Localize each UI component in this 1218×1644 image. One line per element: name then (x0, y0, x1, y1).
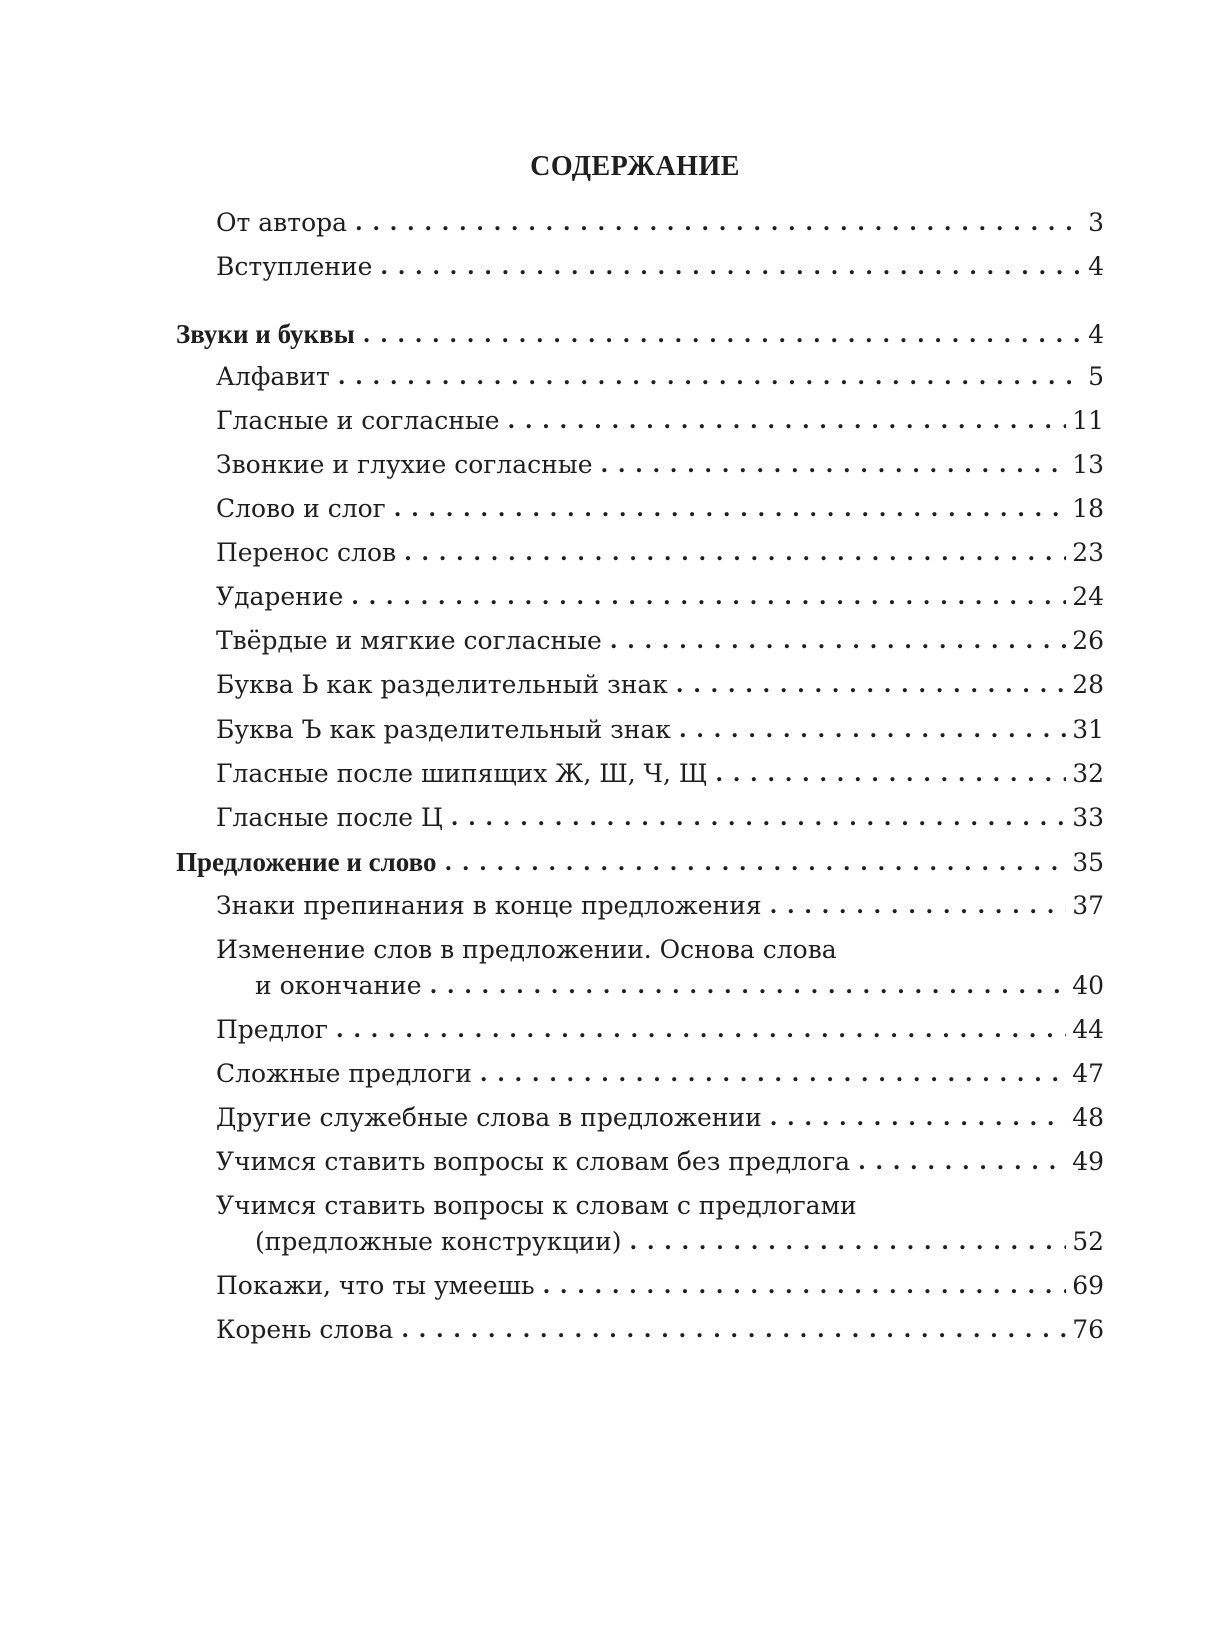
toc-page-number: 13 (1072, 450, 1104, 479)
toc-entry[interactable] (216, 1102, 1104, 1134)
toc-page-number: 32 (1072, 759, 1104, 788)
toc-entry-label: Слово и слог (216, 494, 386, 523)
toc-section-label: Звуки и буквы (176, 319, 355, 349)
toc-page-number: 5 (1088, 362, 1104, 391)
toc-page-number: 48 (1072, 1103, 1104, 1132)
toc-section[interactable] (176, 318, 1104, 351)
dot-leader (445, 847, 1067, 879)
toc-page-number: 11 (1072, 406, 1104, 435)
toc-entry-label: Буква Ь как разделительный знак (216, 670, 668, 699)
dot-leader (336, 1014, 1066, 1046)
toc-entry[interactable] (216, 714, 1104, 746)
dot-leader (404, 537, 1066, 569)
toc-entry[interactable] (216, 625, 1104, 657)
toc-entry-label: Буква Ъ как разделительный знак (216, 715, 671, 744)
toc-entry-label: Гласные после шипящих Ж, Ш, Ч, Щ (216, 759, 708, 788)
toc-page-number: 40 (1072, 971, 1104, 1000)
toc-entry-label: Твёрдые и мягкие согласные (216, 626, 602, 655)
dot-leader (858, 1146, 1066, 1178)
toc-entry[interactable] (255, 970, 1104, 1002)
dot-leader (715, 758, 1066, 790)
toc-entry[interactable] (216, 1058, 1104, 1090)
dot-leader (430, 970, 1067, 1002)
toc-page-number: 35 (1072, 848, 1104, 877)
toc-entry-label: Другие служебные слова в предложении (216, 1103, 762, 1132)
dot-leader (508, 405, 1067, 437)
toc-page-number: 31 (1072, 715, 1104, 744)
toc-entry-label: Ударение (216, 582, 344, 611)
toc-entry-label: Корень слова (216, 1315, 394, 1344)
dot-leader (601, 449, 1067, 481)
toc-page-number: 28 (1072, 670, 1104, 699)
dot-leader (770, 890, 1067, 922)
toc-entry[interactable] (216, 1270, 1104, 1302)
toc-page-number: 4 (1088, 252, 1104, 281)
toc-entry[interactable] (216, 405, 1104, 437)
toc-entry[interactable] (216, 1146, 1104, 1178)
dot-leader (480, 1058, 1066, 1090)
toc-page-number: 26 (1072, 626, 1104, 655)
toc-entry[interactable] (216, 890, 1104, 922)
toc-entry-label: Перенос слов (216, 538, 397, 567)
toc-entry[interactable] (216, 251, 1104, 283)
toc-page-number: 52 (1072, 1227, 1104, 1256)
dot-leader (401, 1314, 1066, 1346)
toc-entry-label: (предложные конструкции) (255, 1227, 622, 1256)
toc-page-number: 4 (1088, 320, 1104, 349)
dot-leader (394, 493, 1066, 525)
dot-leader (770, 1102, 1066, 1134)
toc-entry-label: Алфавит (216, 362, 330, 391)
toc-page-number: 47 (1072, 1059, 1104, 1088)
dot-leader (380, 251, 1082, 283)
toc-entry-label: Гласные после Ц (216, 803, 443, 832)
toc-page-number: 24 (1072, 582, 1104, 611)
toc-entry[interactable] (216, 669, 1104, 701)
dot-leader (355, 207, 1082, 239)
dot-leader (338, 361, 1082, 393)
toc-entry-label: Учимся ставить вопросы к словам без предлога (216, 1147, 851, 1176)
toc-page-number: 37 (1072, 891, 1104, 920)
toc-entry-label: Сложные предлоги (216, 1059, 472, 1088)
toc-entry-label: и окончание (255, 971, 422, 1000)
toc-page-number: 23 (1072, 538, 1104, 567)
toc-entry-label: Покажи, что ты умеешь (216, 1271, 535, 1300)
toc-entry-first-line[interactable]: Изменение слов в предложении. Основа слова (216, 935, 837, 964)
toc-section[interactable] (176, 846, 1104, 879)
dot-leader (351, 581, 1066, 613)
toc-entry[interactable] (216, 758, 1104, 790)
toc-page-number: 76 (1072, 1315, 1104, 1344)
toc-entry-label: Гласные и согласные (216, 406, 500, 435)
dot-leader (543, 1270, 1067, 1302)
toc-entry-label: Знаки препинания в конце предложения (216, 891, 762, 920)
toc-page-number: 49 (1072, 1147, 1104, 1176)
toc-entry[interactable] (216, 537, 1104, 569)
toc-entry[interactable] (216, 1314, 1104, 1346)
toc-page-number: 3 (1088, 208, 1104, 237)
dot-leader (451, 802, 1066, 834)
toc-entry[interactable] (216, 207, 1104, 239)
toc-entry[interactable] (216, 493, 1104, 525)
toc-title: СОДЕРЖАНИЕ (530, 151, 740, 182)
toc-entry[interactable] (216, 361, 1104, 393)
toc-entry[interactable] (255, 1226, 1104, 1258)
toc-page-number: 44 (1072, 1015, 1104, 1044)
dot-leader (679, 714, 1066, 746)
toc-page-number: 69 (1072, 1271, 1104, 1300)
toc-page-number: 33 (1072, 803, 1104, 832)
toc-entry-label: От автора (216, 208, 348, 237)
toc-entry[interactable] (216, 1014, 1104, 1046)
toc-section-label: Предложение и слово (176, 847, 437, 877)
toc-entry-label: Звонкие и глухие согласные (216, 450, 593, 479)
toc-entry-first-line[interactable]: Учимся ставить вопросы к словам с предлогами (216, 1191, 857, 1220)
toc-entry[interactable] (216, 802, 1104, 834)
toc-page-number: 18 (1072, 494, 1104, 523)
toc-entry-label: Предлог (216, 1015, 329, 1044)
dot-leader (630, 1226, 1067, 1258)
toc-entry[interactable] (216, 581, 1104, 613)
toc-entry-label: Вступление (216, 252, 373, 281)
dot-leader (676, 669, 1066, 701)
dot-leader (363, 319, 1082, 351)
dot-leader (610, 625, 1066, 657)
toc-entry[interactable] (216, 449, 1104, 481)
